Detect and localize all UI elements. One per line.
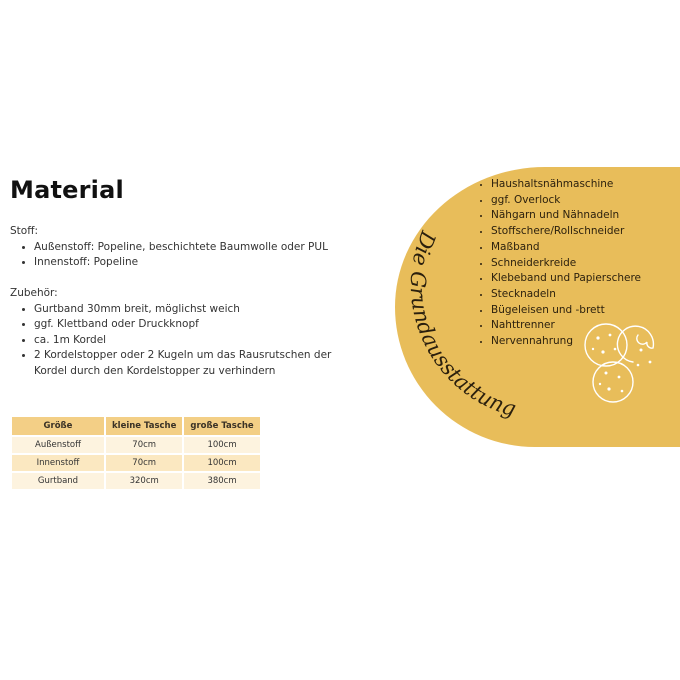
table-header-cell: kleine Tasche	[106, 417, 182, 435]
stoff-section	[10, 224, 340, 271]
table-cell: Innenstoff	[12, 455, 104, 471]
list-item: • ggf. Klettband oder Druckknopf	[34, 317, 340, 333]
list-item: • Stecknadeln	[491, 287, 641, 303]
table-header-cell: große Tasche	[184, 417, 259, 435]
stoff-heading: Stoff:	[10, 225, 38, 237]
list-item: • Nahttrenner	[491, 318, 641, 334]
table-row	[12, 437, 260, 453]
zubehoer-list	[10, 302, 340, 380]
script-title-path: Die Grundausstattung	[405, 227, 519, 422]
zubehoer-section	[10, 286, 340, 379]
table-cell: Gurtband	[12, 473, 104, 489]
table-row	[12, 455, 260, 471]
list-item: • Klebeband und Papierschere	[491, 271, 641, 287]
list-item: • Nähgarn und Nähnadeln	[491, 208, 641, 224]
zubehoer-heading: Zubehör:	[10, 287, 58, 299]
page-title: Material	[10, 176, 124, 204]
list-item: • Stoffschere/Rollschneider	[491, 224, 641, 240]
list-item: • Schneiderkreide	[491, 256, 641, 272]
table-header-row	[12, 417, 260, 435]
list-item: • Gurtband 30mm breit, möglichst weich	[34, 302, 340, 318]
table-row	[12, 473, 260, 489]
list-item: • Nervennahrung	[491, 334, 641, 350]
stoff-list	[10, 240, 340, 271]
list-item: • ca. 1m Kordel	[34, 333, 340, 349]
equipment-list	[475, 177, 641, 350]
table-header-cell: Größe	[12, 417, 104, 435]
table-cell: 320cm	[106, 473, 182, 489]
table-cell: 70cm	[106, 455, 182, 471]
table-cell: 380cm	[184, 473, 259, 489]
list-item: • Bügeleisen und -brett	[491, 303, 641, 319]
list-item: • Innenstoff: Popeline	[34, 255, 340, 271]
table-cell: Außenstoff	[12, 437, 104, 453]
list-item: • ggf. Overlock	[491, 193, 641, 209]
list-item: • Außenstoff: Popeline, beschichtete Baumwolle oder PUL	[34, 240, 340, 256]
table-cell: 100cm	[184, 437, 259, 453]
size-table	[10, 415, 262, 491]
list-item: • Haushaltsnähmaschine	[491, 177, 641, 193]
table-cell: 70cm	[106, 437, 182, 453]
list-item: • Maßband	[491, 240, 641, 256]
list-item: • 2 Kordelstopper oder 2 Kugeln um das Rausrutschen der Kordel durch den Kordelstopper zu verhindern	[34, 348, 340, 379]
table-cell: 100cm	[184, 455, 259, 471]
